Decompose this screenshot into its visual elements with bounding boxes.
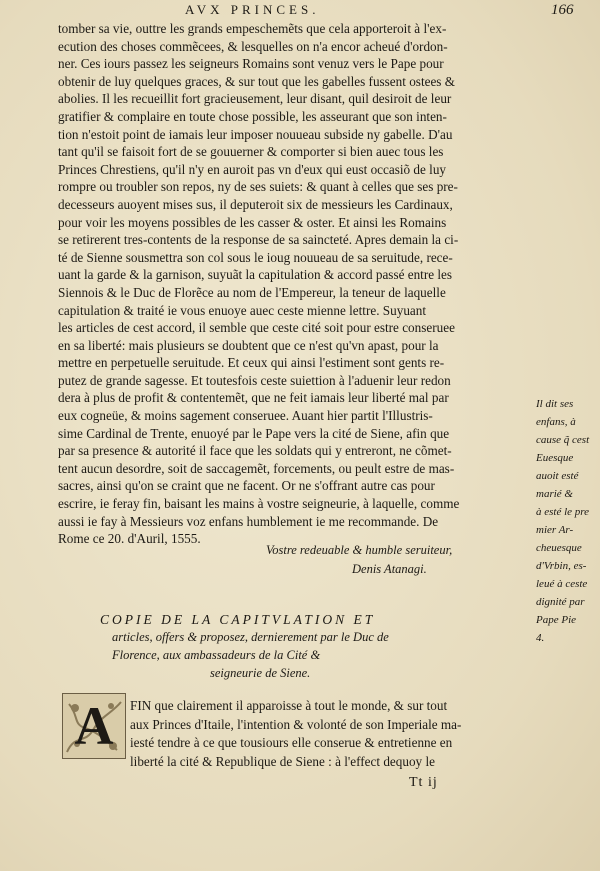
section-heading-line: COPIE DE LA CAPITVLATION ET <box>100 612 376 627</box>
margin-note-line: à esté le pre <box>536 506 590 518</box>
body-line: Siennois & le Duc de Florẽce au nom de l'Empereur, la teneur de laquelle <box>58 284 446 300</box>
body-line: tomber sa vie, outtre les grands empeschemẽts que cela apporteroit à l'ex- <box>58 21 447 36</box>
section-heading-line: seigneurie de Siene. <box>210 666 311 680</box>
body-line: rompre ou troubler son repos, ny de ses suiets: & quant à celles que ses pre- <box>58 179 458 195</box>
body-line: gratifier & complaire en toute chose possible, les asseurant que son inten- <box>58 108 447 124</box>
decorated-initial <box>62 693 126 759</box>
body-line: capitulation & traité ie vous enuoye auec ceste mienne lettre. Suyuant <box>58 302 427 318</box>
running-title: AVX PRINCES. <box>185 2 320 17</box>
margin-note-line: cheuesque <box>536 542 582 554</box>
margin-note-line: mier Ar- <box>536 524 574 536</box>
folio-number: 166 <box>551 2 574 18</box>
body-line: ecution des choses commẽcees, & lesquelles on n'a encor acheué d'ordon- <box>58 38 448 54</box>
body-line: té de Sienne sousmettra son col sous le ioug nouueau de sa seruitude, rece- <box>58 249 453 265</box>
margin-note-line: marié & <box>536 488 573 500</box>
margin-note-line: 4. <box>536 632 545 644</box>
body-line: mettre en perpetuelle seruitude. Et ceux qui ainsi l'estiment sont gents re- <box>58 355 445 371</box>
section-heading-line: articles, offers & proposez, dernierement par le Duc de <box>112 630 389 644</box>
signature-name: Denis Atanagi. <box>352 562 427 576</box>
margin-note-line: Il dit ses <box>536 398 574 410</box>
page-header <box>0 2 600 18</box>
margin-note-line: cause q̃ cest <box>536 434 590 446</box>
margin-note-line: dignité par <box>536 596 585 608</box>
margin-note-line: enfans, à <box>536 416 576 428</box>
body-line: se retirerent tres-contents de la response de sa saincteté. Apres demain la ci- <box>58 232 459 248</box>
margin-note-line: Euesque <box>536 452 574 464</box>
body-line: par sa presence & autorité il face que les soldats qui y entreront, ne cõmet- <box>58 443 452 459</box>
body-line: sacres, ainsi qu'on se craint que ne facent. Or ne s'offrant autre cas pour <box>58 478 435 494</box>
body-line: les articles de cest accord, il semble que ceste cité soit pour estre conseruee <box>58 320 455 336</box>
body-line: uant la garde & la garnison, suyuãt la capitulation & accord passé entre les <box>58 267 453 283</box>
section-heading-line: Florence, aux ambassadeurs de la Cité & <box>112 648 321 662</box>
margin-note <box>536 395 600 647</box>
body-line: Rome ce 20. d'Auril, 1555. <box>58 531 201 547</box>
signature-block <box>266 541 452 579</box>
margin-note-line: leué à ceste <box>536 578 588 590</box>
margin-note-line: auoit esté <box>536 470 579 482</box>
initial-letter: A <box>74 696 114 756</box>
body-line: aux Princes d'Itaile, l'intention & volonté de son Imperiale ma- <box>130 716 462 732</box>
body-line: decesseurs auoyent mises sus, il deputeroit six de messieurs les Cardinaux, <box>58 196 453 212</box>
body-line: putez de grande sagesse. Et toutesfois ceste suiettion à l'aduenir leur redon <box>58 372 451 388</box>
body-line: iesté tendre à ce que tousiours elle conserue & entretienne en <box>130 735 453 750</box>
body-line: tion n'estoit point de iamais leur imposer nouueau subside ny gabelle. D'au <box>58 126 453 142</box>
margin-note-line: d'Vrbin, es- <box>536 560 587 572</box>
body-line: en sa liberté: mais plusieurs se doubtent que ce n'est qu'vn apast, pour la <box>58 337 439 353</box>
body-line: tant qu'il se faisoit fort de se gouuerner & comporter si bien auec tous les <box>58 144 444 160</box>
capitulation-text <box>130 697 506 771</box>
section-heading <box>100 612 500 684</box>
margin-note-line: Pape Pie <box>536 614 577 626</box>
body-line: tent aucun desordre, soit de saccagemẽt, forcements, ou peult estre de mas- <box>58 460 455 476</box>
letter-body <box>58 20 524 548</box>
body-line: obtenir de luy quelques graces, & sur tout que les gabelles fussent ostees & <box>58 73 455 89</box>
body-line: liberté la cité & Republique de Siene : à l'effect dequoy le <box>130 753 435 769</box>
body-line: abolies. Il les recueillit fort gracieusement, leur disant, quil desiroit de leur <box>58 91 452 107</box>
body-line: escrire, ie feray fin, baisant les mains à vostre seigneurie, à laquelle, comme <box>58 496 460 512</box>
body-line: FIN que clairement il apparoisse à tout le monde, & sur tout <box>130 698 448 713</box>
body-line: dera à plus de profit & contentemẽt, que ne feit iamais leur liberté mal par <box>58 390 449 406</box>
body-line: sime Cardinal de Trente, enuoyé par le Pape vers la cité de Siene, afin que <box>58 425 450 441</box>
signature-mark: Tt ij <box>409 775 438 790</box>
body-line: pour voir les moyens possibles de les casser & oster. Et ainsi les Romains <box>58 214 447 230</box>
signature-closing: Vostre redeuable & humble seruiteur, <box>266 543 453 557</box>
body-line: eux cogneüe, & moins sagement conseruee. Auant hier partit l'Illustris- <box>58 408 433 424</box>
body-line: aussi ie fay à Messieurs voz enfans humblement ie me recommande. De <box>58 513 439 529</box>
body-line: ner. Ces iours passez les seigneurs Romains sont venuz vers le Pape pour <box>58 56 444 72</box>
body-line: Princes Chrestiens, qu'il n'y en auroit pas vn d'eux qui eust occasiõ de luy <box>58 161 447 177</box>
